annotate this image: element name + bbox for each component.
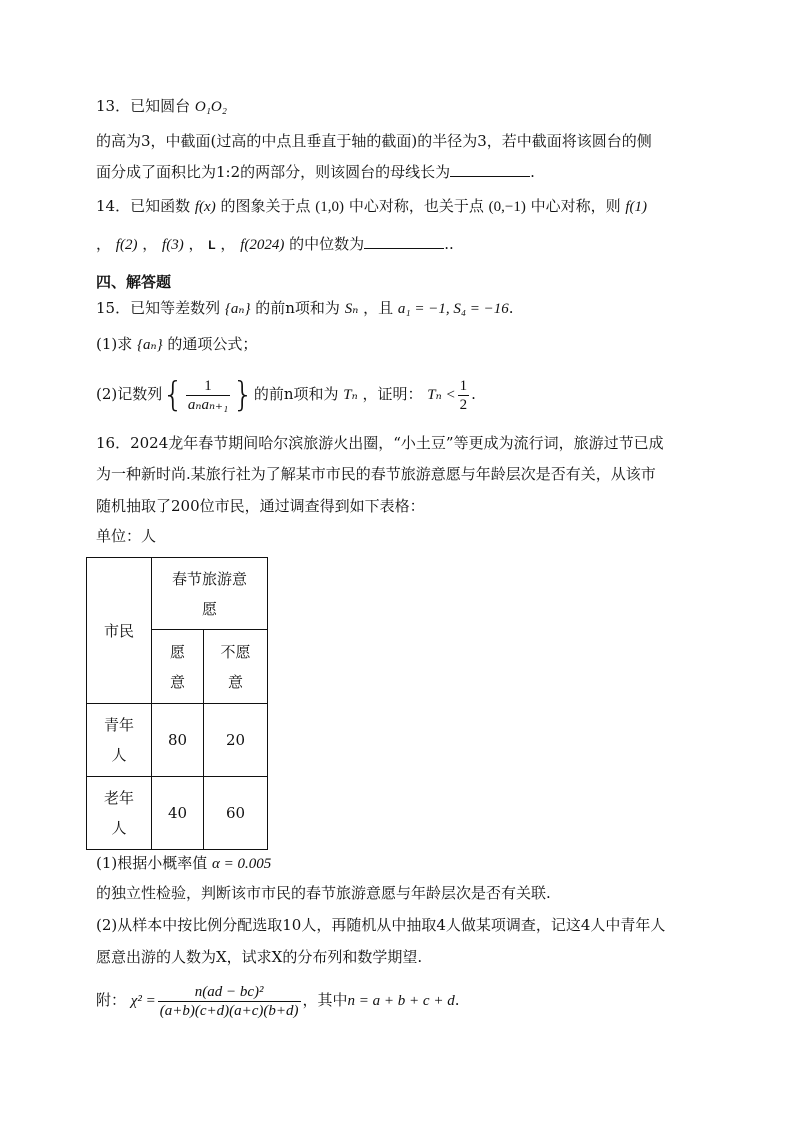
q16-part2-line1: (2)从样本中按比例分配选取10人，再随机从中抽取4人做某项调查，记这4人中青年人 <box>96 916 666 934</box>
q16-part1-line2: 的独立性检验，判断该市市民的春节旅游意愿与年龄层次是否有关联. <box>96 884 551 902</box>
table-corner: 市民 <box>87 558 152 704</box>
q14-line2: ， f(2) ， f(3) ， L ， f(2024) 的中位数为 .. <box>96 232 454 256</box>
table-row <box>87 704 268 777</box>
q16-part1-line1: (1)根据小概率值 α = 0.005 <box>96 854 272 872</box>
row-label: 青年 人 <box>87 704 152 777</box>
frustum-label: O₁O₂ <box>194 99 227 115</box>
q15-part2: (2)记数列{ $\frac{1}{\text{aₙaₙ₊₁}}$ }的前n项和为 Tₙ ，证明： Tₙ < $\frac{1}{2}$ . <box>96 375 476 415</box>
answer-blank-14[interactable] <box>364 232 444 249</box>
q15-part1: (1)求 {aₙ} 的通项公式； <box>96 335 258 353</box>
q13-line2: 的高为3，中截面(过高的中点且垂直于轴的截面)的半径为3，若中截面将该圆台的侧 <box>96 132 652 150</box>
q16-line2: 为一种新时尚.某旅行社为了解某市市民的春节旅游意愿与年龄层次是否有关，从该市 <box>96 465 656 483</box>
unit-label: 单位：人 <box>96 527 157 545</box>
q13-line3: 面分成了面积比为1:2的两部分，则该圆台的母线长为 . <box>96 160 535 183</box>
column-header-no: 不愿 意 <box>204 630 268 704</box>
cell-value: 20 <box>204 704 268 777</box>
cell-value: 60 <box>204 777 268 850</box>
survey-table <box>86 557 268 850</box>
cell-value: 80 <box>152 704 204 777</box>
q15-stem: 15．已知等差数列 {aₙ} 的前n项和为 Sₙ ，且 a₁ = −1, S₄ = −16. <box>96 299 514 317</box>
chi-square-formula: 附： χ² = $\frac{\text{n(ad − bc)²}}{(a+b)(c+d)(a+c)(b+d)}$ ，其中n = a + b + c + d. <box>96 983 460 1019</box>
q14-line1: 14．已知函数 f(x) 的图象关于点 (1,0) 中心对称，也关于点 (0,−1) 中心对称，则 f(1) <box>96 197 648 215</box>
answer-blank-13[interactable] <box>450 160 530 177</box>
chi-square-fraction: $\frac{\text{n(ad − bc)²}}{(a+b)(c+d)(a+c)(b+d)}$ <box>159 983 299 1019</box>
half-fraction: $\frac{1}{2}$ <box>459 377 468 413</box>
q16-line3: 随机抽取了200位市民，通过调查得到如下表格： <box>96 497 425 515</box>
q16-part2-line2: 愿意出游的人数为X，试求X的分布列和数学期望. <box>96 948 423 966</box>
q13-line1: 13．已知圆台 O₁O₂ <box>96 97 227 115</box>
section-heading: 四、解答题 <box>96 273 172 291</box>
row-label: 老年 人 <box>87 777 152 850</box>
q16-line1: 16．2024龙年春节期间哈尔滨旅游火出圈，“小土豆”等更成为流行词，旅游过节已成 <box>96 434 664 452</box>
table-row <box>87 777 268 850</box>
cell-value: 40 <box>152 777 204 850</box>
sequence-fraction: $\frac{1}{\text{aₙaₙ₊₁}}$ <box>187 377 229 413</box>
column-header-yes: 愿 意 <box>152 630 204 704</box>
table-group-header: 春节旅游意 愿 <box>152 558 268 630</box>
